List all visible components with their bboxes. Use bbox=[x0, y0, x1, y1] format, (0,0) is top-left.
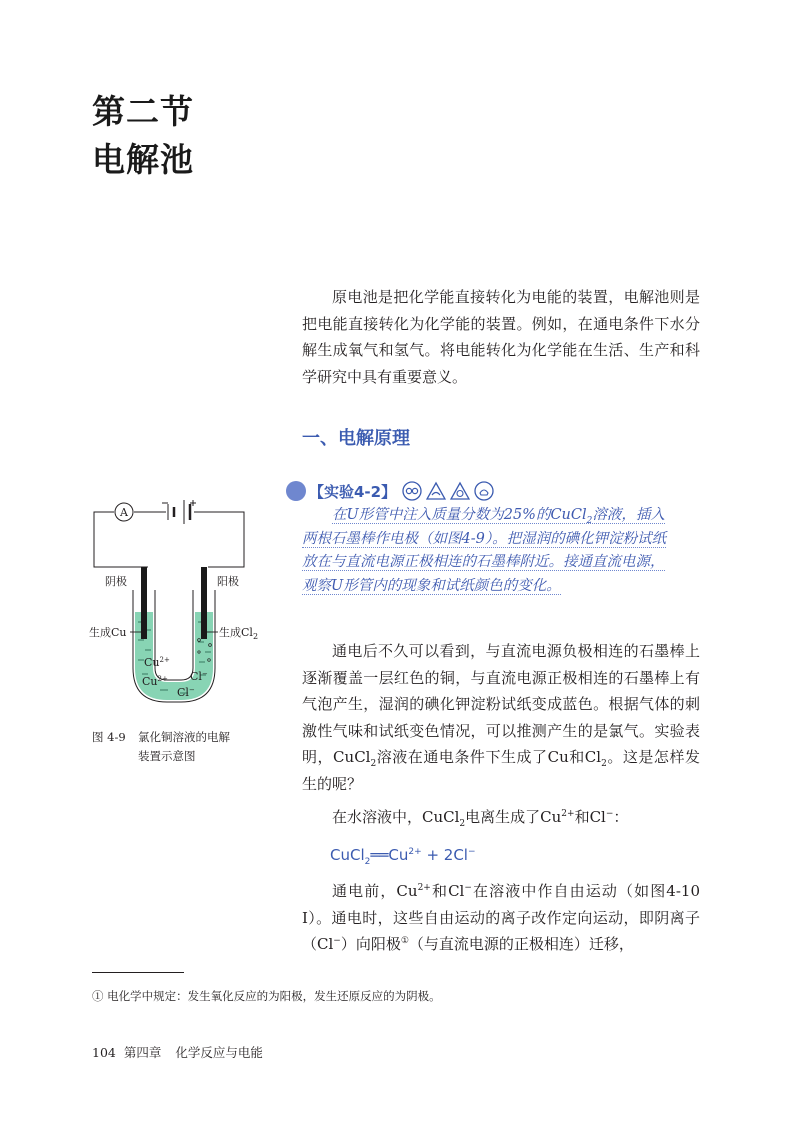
eq-cu-charge: 2+ bbox=[408, 847, 422, 857]
figure-number: 图 4-9 bbox=[92, 730, 126, 744]
ion-cl-2-charge: − bbox=[188, 686, 195, 694]
experiment-header bbox=[286, 478, 498, 504]
experiment-line-1-b: 溶液，插入 bbox=[592, 507, 665, 523]
cl2-product-label bbox=[219, 625, 258, 641]
experiment-marker-icon bbox=[286, 481, 306, 501]
cl2-product-text: 生成Cl bbox=[219, 626, 253, 639]
migration-text bbox=[302, 878, 700, 958]
para2-sub1: 2 bbox=[370, 759, 377, 769]
figure-caption-line1: 氯化铜溶液的电解 bbox=[138, 730, 230, 744]
experiment-line-4: 观察U形管内的现象和试纸颜色的变化。 bbox=[302, 577, 561, 594]
para3-part1: 在水溶液中，CuCl bbox=[332, 808, 460, 826]
footnote-ref[interactable]: ① bbox=[400, 936, 409, 946]
para2-part1: 通电后不久可以看到，与直流电源负极相连的石墨棒上逐渐覆盖一层红色的铜，与直流电源正极相连的石墨棒上有气泡产生，湿润的碘化钾淀粉试纸变成蓝色。根据气体的刺激性气味和试纸变色情况，可以推测产生的是氯气。实验表明，CuCl bbox=[302, 642, 700, 766]
eq-left: CuCl bbox=[330, 846, 365, 864]
page-number: 104 bbox=[92, 1045, 116, 1060]
experiment-line-3: 放在与直流电源正极相连的石墨棒附近。接通直流电源， bbox=[302, 554, 665, 570]
eq-plus-cl: + 2Cl bbox=[421, 846, 468, 864]
anode-electrode bbox=[201, 567, 207, 639]
para3-part3: 和Cl bbox=[574, 808, 606, 826]
ion-cl-charge: − bbox=[201, 670, 208, 678]
battery-icon bbox=[162, 500, 196, 524]
para4-part5: （与直流电源的正极相连）迁移， bbox=[408, 935, 634, 953]
section-number-title: 第二节 bbox=[92, 92, 194, 131]
ion-cl-2-symbol: Cl bbox=[177, 686, 189, 699]
experiment-line-1-sub: 2 bbox=[586, 515, 593, 526]
eq-left-sub: 2 bbox=[364, 857, 371, 867]
ion-cu-2-charge: 2+ bbox=[157, 675, 168, 683]
footer-chapter: 第四章 bbox=[123, 1045, 162, 1060]
experiment-line-1 bbox=[332, 507, 665, 524]
ion-cu-charge: 2+ bbox=[159, 656, 170, 664]
para4-sup2: − bbox=[464, 883, 472, 893]
ionization-paragraph bbox=[302, 804, 700, 831]
cu-product-label: 生成Cu bbox=[89, 626, 127, 639]
ionization-equation bbox=[330, 846, 476, 867]
circuit-wire bbox=[94, 512, 244, 567]
experiment-label: 【实验4-2】 bbox=[309, 482, 397, 501]
para3-sub1: 2 bbox=[459, 819, 466, 829]
ammeter-label: A bbox=[120, 506, 128, 519]
cathode-electrode bbox=[141, 567, 147, 639]
ion-cl-symbol: Cl bbox=[190, 670, 202, 683]
experiment-line-2: 两根石墨棒作电极（如图4-9）。把湿润的碘化钾淀粉试纸 bbox=[302, 530, 667, 547]
eq-cu: Cu bbox=[388, 846, 409, 864]
hand-wash-icon bbox=[474, 481, 494, 501]
eq-cl-charge: − bbox=[467, 847, 476, 857]
ion-cu bbox=[144, 656, 170, 669]
footnote-divider bbox=[92, 972, 184, 973]
anode-label: 阳极 bbox=[217, 575, 239, 588]
figure-caption bbox=[92, 728, 272, 766]
ion-cu-symbol: Cu bbox=[144, 656, 160, 669]
para3-part2: 电离生成了Cu bbox=[465, 808, 562, 826]
para2-part3: 。这是怎样发生的呢？ bbox=[302, 748, 700, 793]
figure-caption-line2: 装置示意图 bbox=[138, 749, 196, 763]
ion-cu-2-symbol: Cu bbox=[142, 675, 158, 688]
migration-paragraph bbox=[302, 878, 700, 958]
page-title: 电解池 bbox=[92, 140, 194, 179]
intro-paragraph bbox=[302, 284, 700, 390]
para4-part1: 通电前，Cu bbox=[332, 882, 418, 900]
intro-text: 原电池是把化学能直接转化为电能的装置，电解池则是把电能直接转化为化学能的装置。例如，在通电条件下水分解生成氧气和氢气。将电能转化为化学能在生活、生产和科学研究中具有重要意义。 bbox=[302, 288, 700, 386]
para4-sup3: − bbox=[333, 936, 341, 946]
para3-sup2: − bbox=[605, 809, 614, 819]
ionization-text bbox=[302, 804, 700, 831]
footnote: ① 电化学中规定：发生氧化反应的为阳极，发生还原反应的为阴极。 bbox=[92, 989, 441, 1003]
para3-part4: ： bbox=[613, 808, 629, 826]
electrolysis-diagram bbox=[84, 490, 274, 720]
para4-part2: 和Cl bbox=[430, 882, 465, 900]
eq-arrow: ══ bbox=[370, 846, 389, 864]
para3-sup1: 2+ bbox=[561, 809, 575, 819]
cl2-product-sub: 2 bbox=[252, 632, 259, 641]
para4-sup1: 2+ bbox=[417, 883, 431, 893]
hazard-icon bbox=[450, 481, 470, 501]
u-tube-inner bbox=[155, 590, 193, 680]
goggles-icon bbox=[402, 481, 422, 501]
para2-part2: 溶液在通电条件下生成了Cu和Cl bbox=[376, 748, 602, 766]
para4-part3: 在溶液中作自由运动（如图4-10 Ⅰ）。通电时，这些自由运动的离子改作定向运动，即阴离子（Cl bbox=[302, 882, 701, 953]
observation-paragraph bbox=[302, 638, 700, 797]
section-heading: 一、电解原理 bbox=[302, 428, 410, 449]
observation-text bbox=[302, 638, 700, 797]
para4-part4: ）向阳极 bbox=[340, 935, 401, 953]
ventilation-icon bbox=[426, 481, 446, 501]
experiment-line-1-a: 在U形管中注入质量分数为25%的CuCl bbox=[332, 507, 587, 523]
page-footer bbox=[92, 1043, 263, 1061]
cathode-label: 阴极 bbox=[105, 575, 127, 588]
footer-chapter-title: 化学反应与电能 bbox=[175, 1045, 263, 1060]
para2-sub2: 2 bbox=[601, 759, 607, 769]
experiment-instructions bbox=[302, 504, 700, 598]
